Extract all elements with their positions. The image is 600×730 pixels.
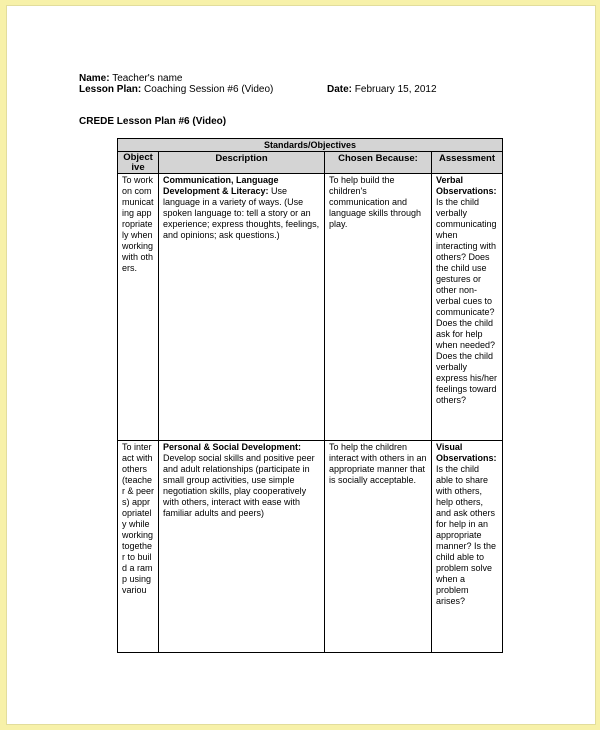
column-header-assessment: Assessment xyxy=(432,152,503,174)
date-value: February 15, 2012 xyxy=(354,84,437,95)
lesson-plan-label: Lesson Plan: xyxy=(79,84,142,95)
document-title: CREDE Lesson Plan #6 (Video) xyxy=(79,116,227,127)
objective-cell: To work on communicating appropriately when working with others. xyxy=(118,174,159,441)
lesson-plan-line xyxy=(79,84,273,96)
chosen-because-cell: To help the children interact with others in an appropriate manner that is socially acceptable. xyxy=(325,441,432,653)
assessment-body: Is the child verbally communicating when interacting with others? Does the child use gestures or other non-verbal cues to communicate? Does the child ask for help when needed? Does the child verbally express his/her feelings toward others? xyxy=(436,197,498,405)
description-cell xyxy=(159,174,325,441)
column-header-row xyxy=(118,152,503,174)
name-value: Teacher's name xyxy=(112,73,183,84)
name-label: Name: xyxy=(79,73,110,84)
column-header-description: Description xyxy=(159,152,325,174)
description-body: Develop social skills and positive peer and adult relationships (participate in small group activities, use simple negotiation skills, play cooperatively with others, interact with ease with familiar adults and peers) xyxy=(163,453,315,518)
assessment-cell xyxy=(432,174,503,441)
lesson-plan-table xyxy=(117,138,503,653)
date-label: Date: xyxy=(327,84,353,95)
lesson-plan-value: Coaching Session #6 (Video) xyxy=(144,84,274,95)
table-row xyxy=(118,441,503,653)
assessment-body: Is the child able to share with others, help others, and ask others for help in an appropriate manner? Is the child able to problem solve when a problem arises? xyxy=(436,464,497,606)
chosen-because-cell: To help build the children's communication and language skills through play. xyxy=(325,174,432,441)
objective-cell: To interact with others (teacher & peers) appropriately while working together to build a ramp using variou xyxy=(118,441,159,653)
table-row xyxy=(118,174,503,441)
description-cell xyxy=(159,441,325,653)
assessment-cell xyxy=(432,441,503,653)
table-banner-row xyxy=(118,139,503,152)
description-body: Use language in a variety of ways. (Use spoken language to: tell a story or an experience; express thoughts, feelings, and opinions; ask questions.) xyxy=(163,186,320,240)
document-page xyxy=(6,5,596,725)
description-lead: Communication, Language Development & Literacy: xyxy=(163,175,279,196)
column-header-chosen-because: Chosen Because: xyxy=(325,152,432,174)
description-lead: Personal & Social Development: xyxy=(163,442,302,452)
assessment-lead: Visual Observations: xyxy=(436,442,497,463)
standards-objectives-banner: Standards/Objectives xyxy=(118,139,503,152)
assessment-lead: Verbal Observations: xyxy=(436,175,497,196)
date-line xyxy=(327,84,437,96)
column-header-objective: Objective xyxy=(118,152,159,174)
